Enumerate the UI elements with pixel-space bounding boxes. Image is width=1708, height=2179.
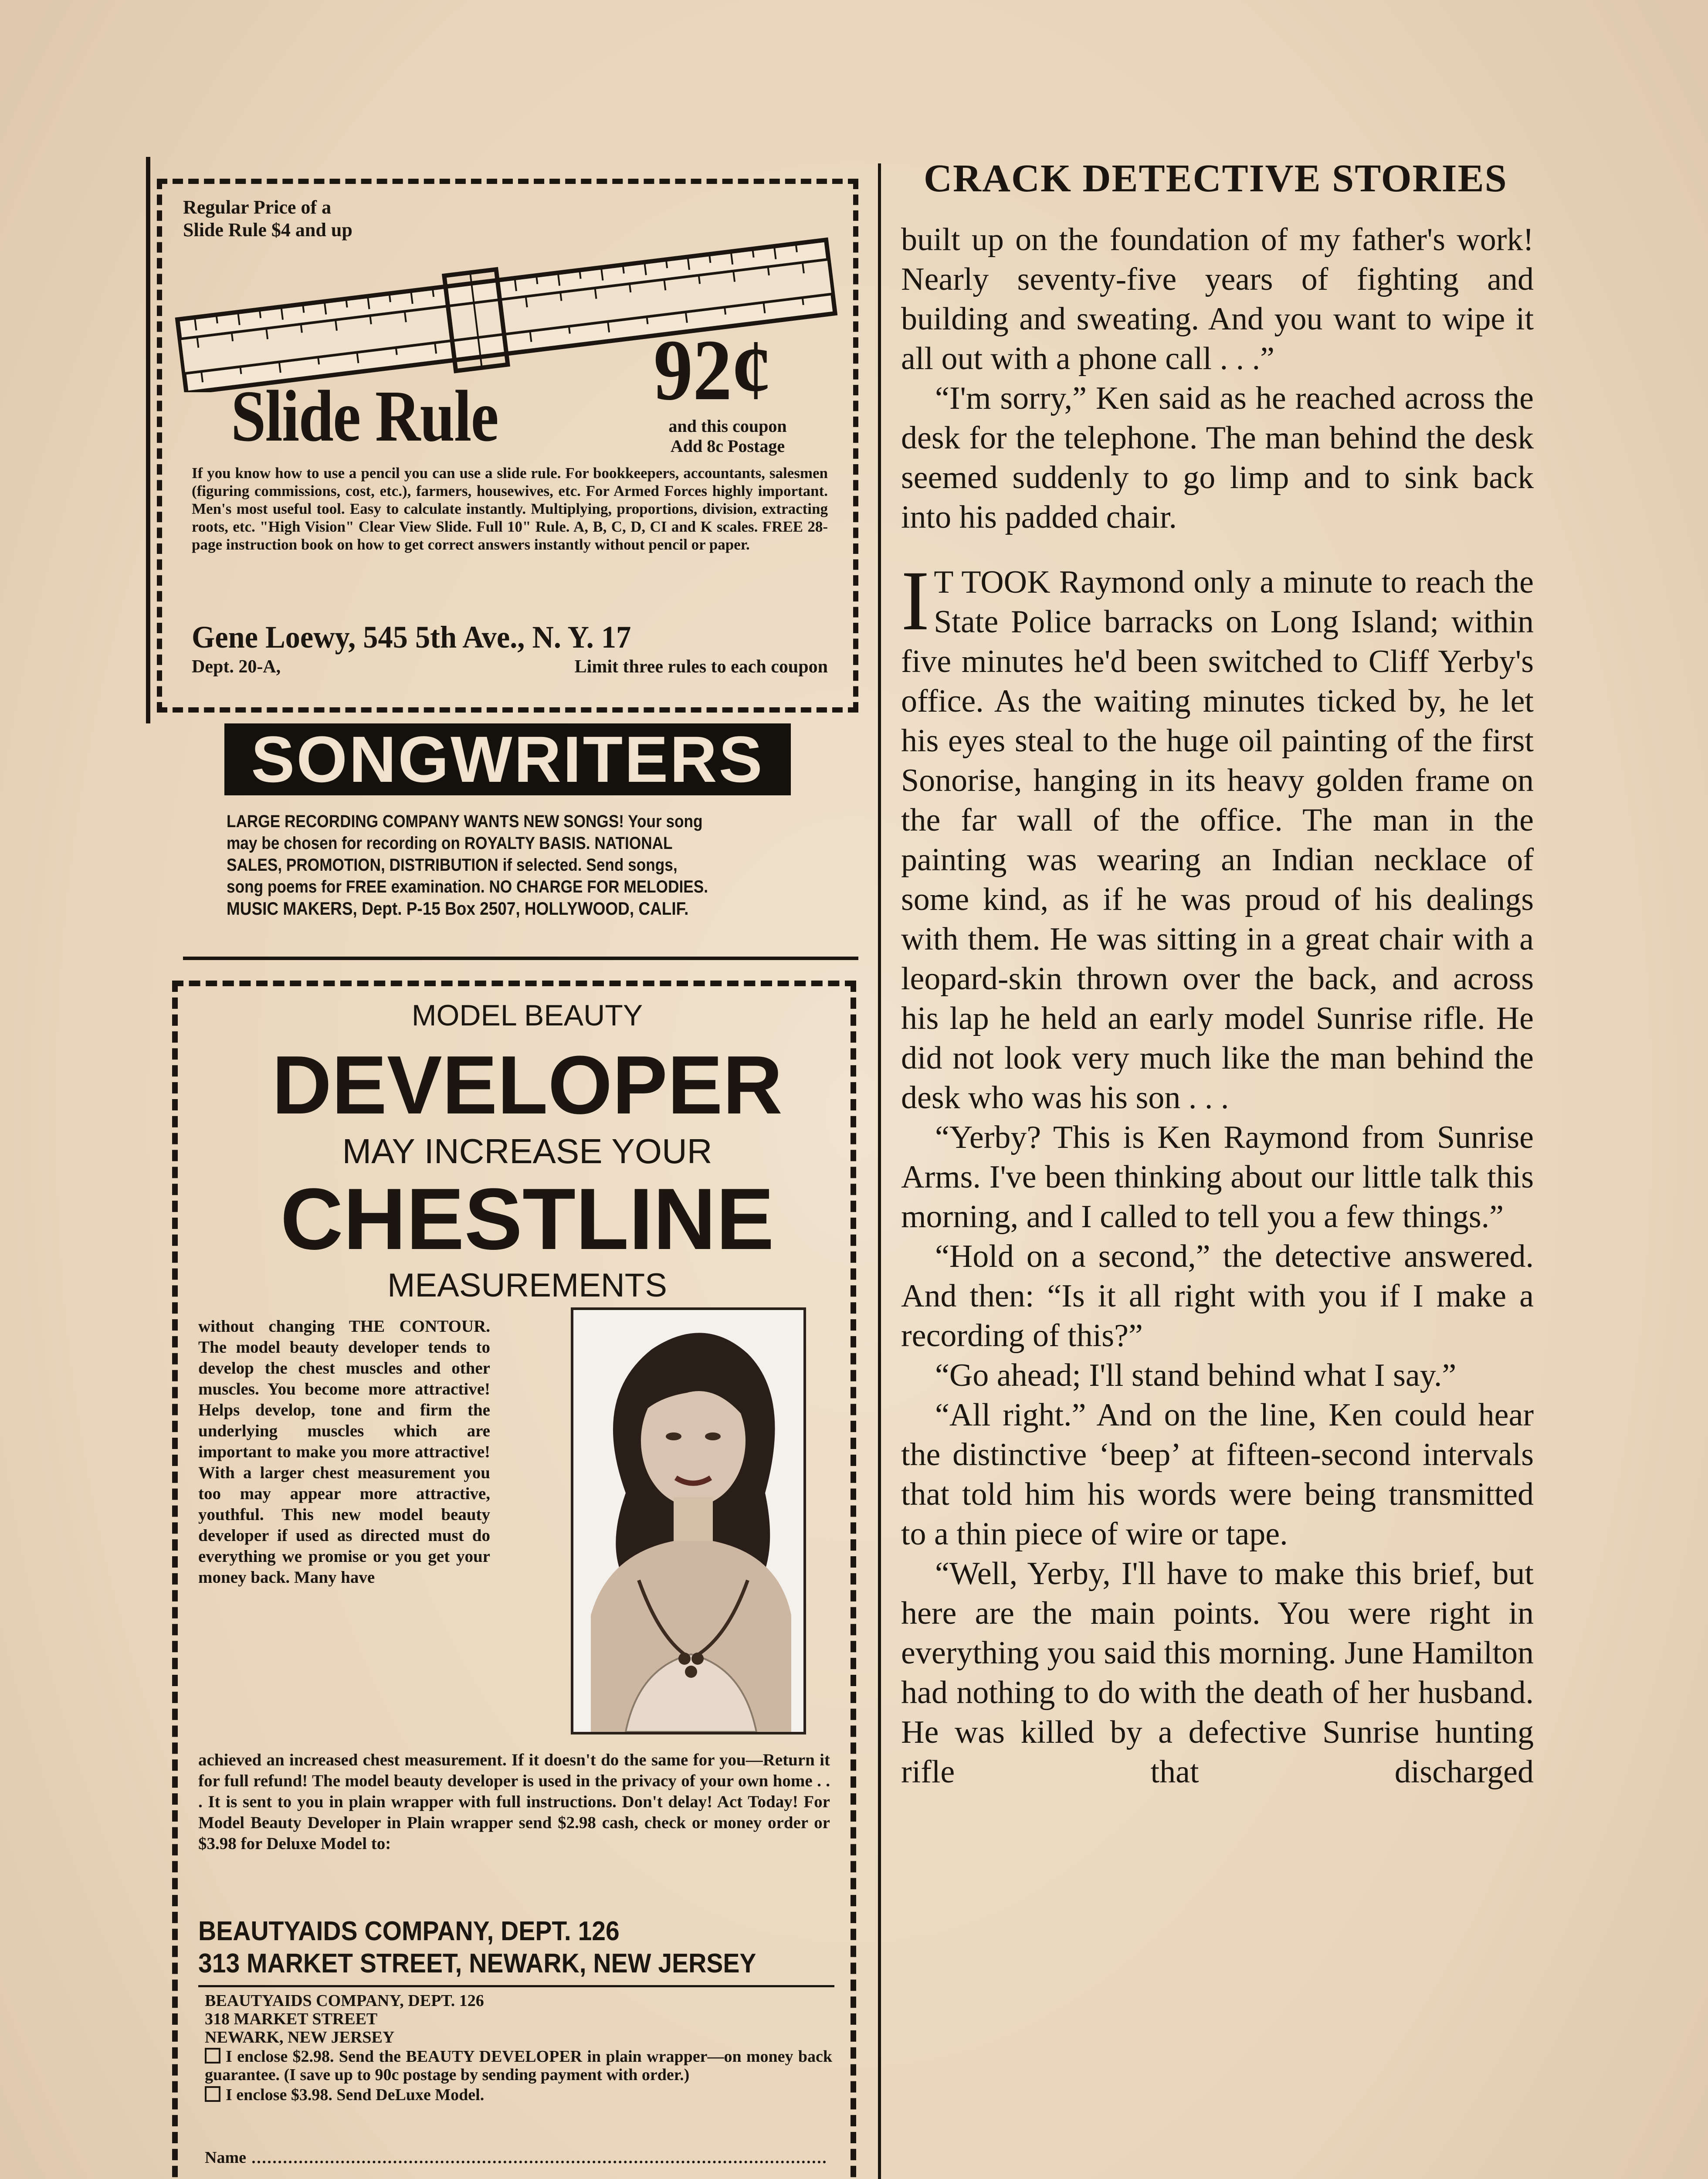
- songwriters-line: LARGE RECORDING COMPANY WANTS NEW SONGS! Your song: [227, 812, 703, 831]
- coupon-name-field[interactable]: [252, 2148, 826, 2163]
- model-photo: [571, 1307, 806, 1734]
- coupon-option-1-row: [205, 2047, 832, 2084]
- drop-cap: I: [901, 553, 930, 648]
- beauty-headline-developer: DEVELOPER: [272, 1039, 783, 1131]
- songwriters-body: [227, 811, 802, 920]
- beauty-company-address: [198, 1915, 783, 1980]
- column-divider: [878, 163, 881, 2179]
- regular-price-note: Regular Price of a Slide Rule $4 and up: [183, 197, 352, 241]
- beauty-body-narrow: without changing THE CONTOUR. The model beauty developer tends to develop the chest muscles and other muscles. You become more attractive! Helps develop, tone and firm the underlying muscles which are important to make you more attractive! With a larger chest measurement you too may appear more attractive, youthful. This new model beauty developer if used as directed must do everything we promise or you get your money back. Many have: [198, 1317, 490, 1587]
- slide-rule-ad-left-rule: [146, 157, 150, 723]
- beauty-coupon-divider: [198, 1985, 834, 1987]
- slide-rule-address: Gene Loewy, 545 5th Ave., N. Y. 17: [192, 620, 631, 655]
- beauty-headline-5: MEASUREMENTS: [387, 1267, 667, 1304]
- coupon-addr-2: 318 MARKET STREET: [205, 2010, 378, 2028]
- songwriters-line: song poems for FREE examination. NO CHARGE FOR MELODIES.: [227, 877, 708, 896]
- beauty-headline-3: MAY INCREASE YOUR: [342, 1132, 712, 1171]
- model-portrait-image: [573, 1310, 803, 1732]
- slide-rule-dept-row: [192, 656, 828, 678]
- beauty-body-wide: achieved an increased chest measurement. If it doesn't do the same for you—Return it for full refund! The model beauty developer is used in the privacy of your own home . . . It is sent to you in plain wrapper with full instructions. Don't delay! Act Today! For Model Beauty Developer in Plain wrapper send $2.98 cash, check or money order or $3.98 for Deluxe Model to:: [198, 1751, 830, 1853]
- songwriters-line: SALES, PROMOTION, DISTRIBUTION if selected. Send songs,: [227, 855, 678, 875]
- story-paragraph: “All right.” And on the line, Ken could hear the distinctive ‘beep’ at fifteen-second intervals that told him his words were being transmitted to a thin piece of wire or tape.: [901, 1397, 1534, 1552]
- coupon-addr-3: NEWARK, NEW JERSEY: [205, 2028, 395, 2047]
- story-paragraph: “Well, Yerby, I'll have to make this brief, but here are the main points. You were right in everything you said this morning. June Hamilton had nothing to do with the death of her husband. He was killed by a defective Sunrise hunting rifle that discharged: [901, 1556, 1534, 1790]
- songwriters-divider: [183, 957, 858, 960]
- story-paragraph: “Go ahead; I'll stand behind what I say.”: [935, 1358, 1457, 1393]
- story-paragraph-text: T TOOK Raymond only a minute to reach the State Police barracks on Long Island; within five minutes he'd been switched to Cliff Yerby's office. As the waiting minutes ticked by, he let his eyes steal to the huge oil painting of the first Sonorise, hanging in its heavy golden frame on the far wall of the office. The man in the painting was wearing an Indian necklace of some kind, as if he was proud of his dealings with them. He was sitting in a great chair with a leopard-skin thrown over the back, and across his lap he held an early model Sunrise rifle. He did not look very much like the man behind the desk who was his son . . .: [901, 564, 1534, 1116]
- coupon-option-1-text: I enclose $2.98. Send the BEAUTY DEVELOPER in plain wrapper—on money back guarantee. (I save up to 90c postage by sending payment with order.): [205, 2047, 832, 2084]
- beauty-headline-1: MODEL BEAUTY: [411, 999, 643, 1032]
- coupon-name-row: [205, 2148, 832, 2167]
- slide-rule-coupon-note: and this coupon Add 8c Postage: [668, 416, 787, 456]
- coupon-name-label: Name: [205, 2148, 246, 2167]
- story-paragraph: built up on the foundation of my father's work! Nearly seventy-five years of fighting and building and sweating. And you want to wipe it all out with a phone call . . .”: [901, 222, 1534, 377]
- coupon-addr-1: BEAUTYAIDS COMPANY, DEPT. 126: [205, 1992, 484, 2010]
- songwriters-line: MUSIC MAKERS, Dept. P-15 Box 2507, HOLLYWOOD, CALIF.: [227, 898, 689, 919]
- option-1-checkbox[interactable]: [205, 2048, 220, 2064]
- songwriters-line: may be chosen for recording on ROYALTY BASIS. NATIONAL: [227, 834, 673, 853]
- slide-rule-description: If you know how to use a pencil you can use a slide rule. For bookkeepers, accountants, salesmen (figuring commissions, cost, etc.), farmers, housewives, etc. For Armed Forces highly important. Men's most useful tool. Easy to calculate instantly. Multiplying, proportions, division, extracting roots, etc. "High Vision" Clear View Slide. Full 10" Rule. A, B, C, D, CI and K scales. FREE 28-page instruction book on how to get correct answers instantly without pencil or paper.: [192, 465, 828, 553]
- option-2-checkbox[interactable]: [205, 2086, 220, 2102]
- beauty-company-line-2: 313 MARKET STREET, NEWARK, NEW JERSEY: [198, 1948, 756, 1979]
- slide-rule-limit: Limit three rules to each coupon: [574, 657, 828, 677]
- songwriters-banner: SONGWRITERS: [224, 723, 791, 795]
- story-paragraph: “I'm sorry,” Ken said as he reached across the desk for the telephone. The man behind the desk seemed suddenly to go limp and to sink back into his padded chair.: [901, 380, 1534, 535]
- story-paragraph: “Yerby? This is Ken Raymond from Sunrise Arms. I've been thinking about our little talk this morning, and I called to tell you a few things.”: [901, 1120, 1534, 1235]
- slide-rule-dept: Dept. 20-A,: [192, 657, 281, 677]
- story-paragraph-dropcap: [901, 553, 1534, 1118]
- beauty-headline-chestline: CHESTLINE: [280, 1171, 774, 1268]
- running-header: CRACK DETECTIVE STORIES: [924, 157, 1508, 200]
- slide-rule-title: Slide Rule: [231, 376, 498, 457]
- story-paragraph: “Hold on a second,” the detective answered. And then: “Is it all right with you if I make a recording of this?”: [901, 1239, 1534, 1354]
- coupon-option-2-row: [205, 2086, 832, 2104]
- beauty-order-coupon: [205, 1992, 832, 2104]
- slide-rule-price: 92¢: [654, 322, 771, 418]
- section-break: [901, 537, 1534, 563]
- story-text: [901, 220, 1534, 1792]
- coupon-option-2-text: I enclose $3.98. Send DeLuxe Model.: [226, 2086, 485, 2104]
- beauty-company-line-1: BEAUTYAIDS COMPANY, DEPT. 126: [198, 1916, 620, 1946]
